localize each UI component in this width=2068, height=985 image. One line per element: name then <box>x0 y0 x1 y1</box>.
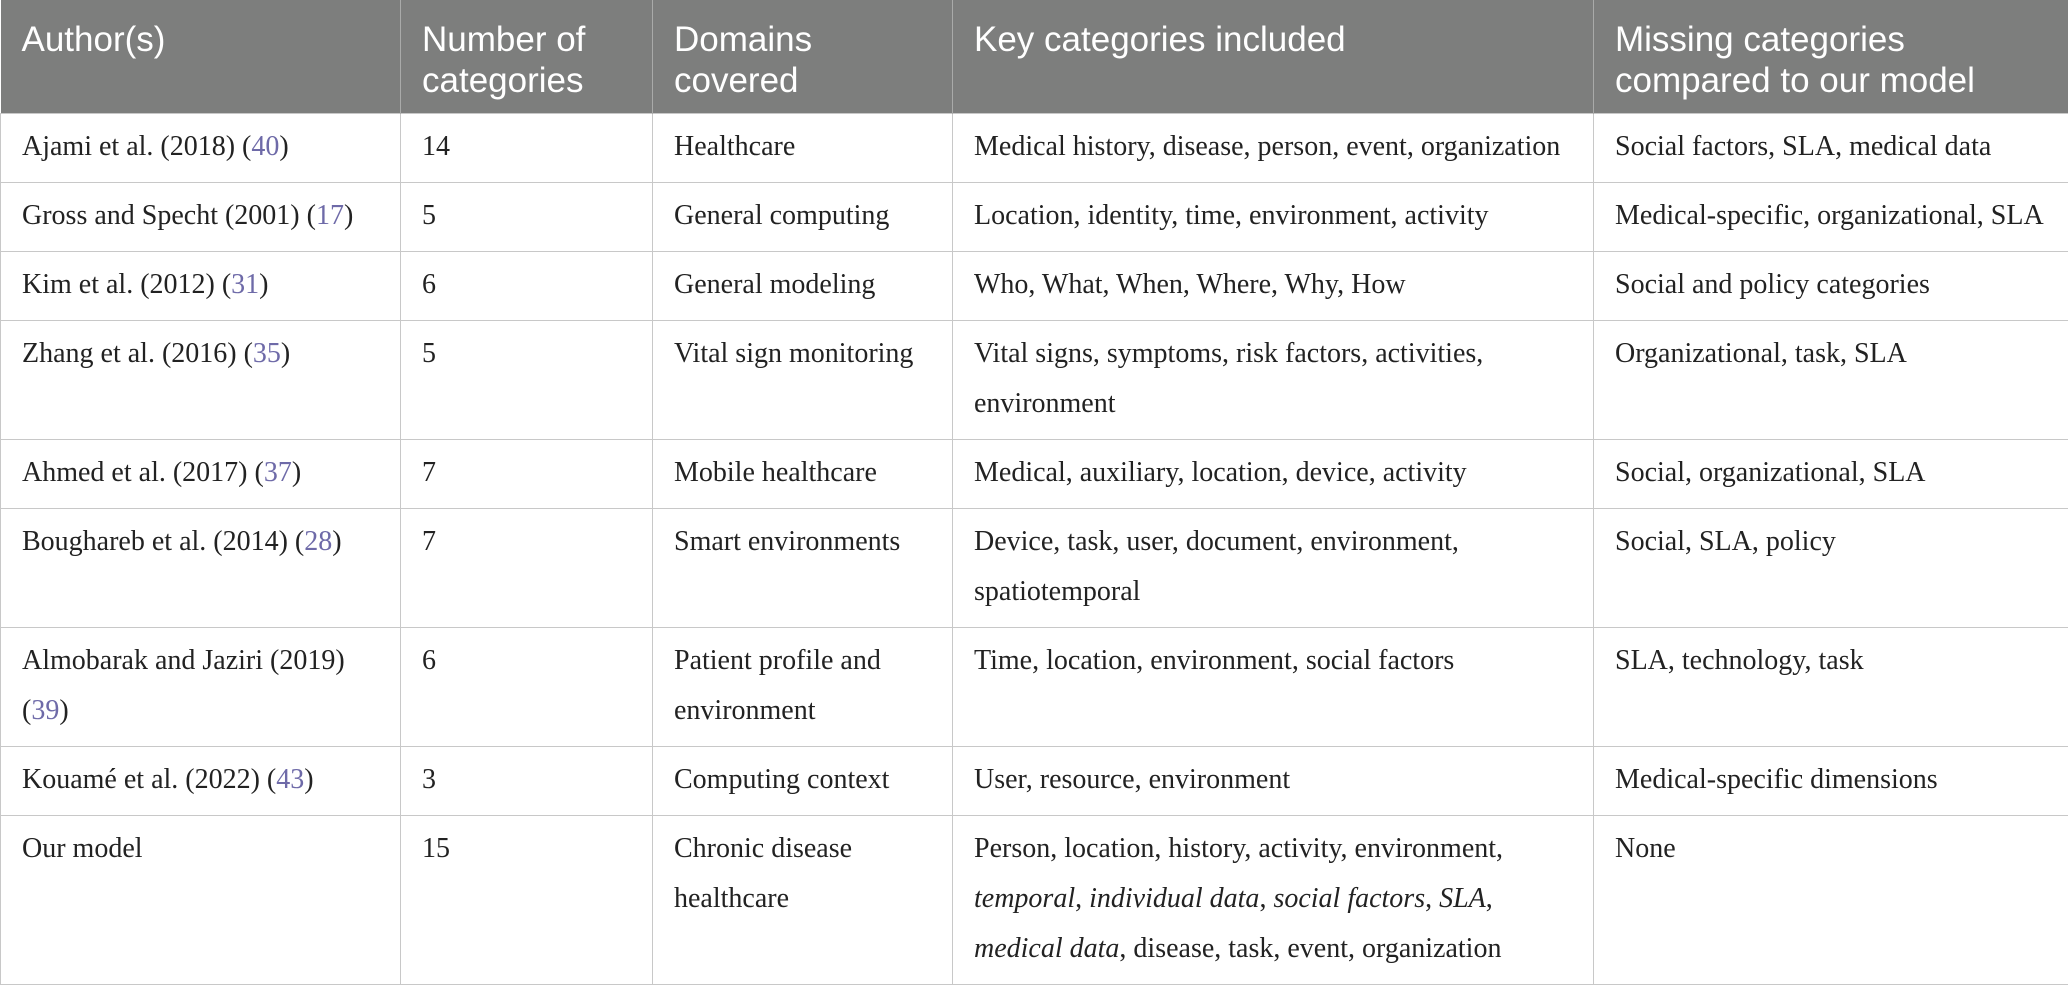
author-cell <box>1 747 401 816</box>
key-categories-cell: Medical history, disease, person, event, organization <box>953 114 1594 183</box>
author-text-end: ) <box>59 695 69 726</box>
table-row <box>1 440 2068 509</box>
key-part-italic: social factors <box>1273 883 1426 914</box>
author-text: Kim et al. (2012) ( <box>22 269 232 300</box>
author-text: Ajami et al. (2018) ( <box>22 131 252 162</box>
author-text: Almobarak and Jaziri (2019) ( <box>22 645 345 726</box>
domain-cell: Vital sign monitoring <box>653 321 953 440</box>
reference-link[interactable]: 37 <box>263 457 292 488</box>
reference-link[interactable]: 17 <box>315 200 344 231</box>
key-categories-cell: User, resource, environment <box>953 747 1594 816</box>
count-cell: 14 <box>401 114 653 183</box>
table-row <box>1 747 2068 816</box>
author-text: Gross and Specht (2001) ( <box>22 200 316 231</box>
domain-cell: General computing <box>653 183 953 252</box>
key-part-italic: medical data <box>974 933 1120 964</box>
author-cell: Our model <box>1 816 401 985</box>
key-categories-cell: Location, identity, time, environment, activity <box>953 183 1594 252</box>
header-key-categories: Key categories included <box>953 0 1594 114</box>
author-cell <box>1 628 401 747</box>
author-text-end: ) <box>279 131 289 162</box>
domain-cell: Chronic disease healthcare <box>653 816 953 985</box>
key-categories-cell: Who, What, When, Where, Why, How <box>953 252 1594 321</box>
key-categories-cell <box>953 816 1594 985</box>
missing-categories-cell: Medical-specific, organizational, SLA <box>1594 183 2068 252</box>
header-authors: Author(s) <box>1 0 401 114</box>
author-cell <box>1 252 401 321</box>
count-cell: 7 <box>401 440 653 509</box>
key-part-italic: SLA <box>1439 883 1486 914</box>
missing-categories-cell: Social, SLA, policy <box>1594 509 2068 628</box>
table-row <box>1 628 2068 747</box>
missing-categories-cell: Organizational, task, SLA <box>1594 321 2068 440</box>
key-categories-cell: Medical, auxiliary, location, device, activity <box>953 440 1594 509</box>
count-cell: 3 <box>401 747 653 816</box>
key-part-italic: individual data <box>1089 883 1260 914</box>
author-text-end: ) <box>259 269 269 300</box>
header-missing-categories: Missing categories compared to our model <box>1594 0 2068 114</box>
author-text: Zhang et al. (2016) ( <box>22 338 253 369</box>
key-part: , <box>1259 883 1274 914</box>
missing-categories-cell: Social and policy categories <box>1594 252 2068 321</box>
domain-cell: Smart environments <box>653 509 953 628</box>
table-row <box>1 114 2068 183</box>
author-text: Kouamé et al. (2022) ( <box>22 764 277 795</box>
author-text-end: ) <box>304 764 314 795</box>
missing-categories-cell: Medical-specific dimensions <box>1594 747 2068 816</box>
header-row <box>1 0 2068 114</box>
table-row <box>1 509 2068 628</box>
key-part: , <box>1425 883 1440 914</box>
reference-link[interactable]: 40 <box>251 131 280 162</box>
table-row <box>1 183 2068 252</box>
reference-link[interactable]: 35 <box>252 338 281 369</box>
key-part-italic: temporal <box>974 883 1076 914</box>
key-part: Person, location, history, activity, environment, <box>974 833 1504 864</box>
key-categories-cell: Time, location, environment, social factors <box>953 628 1594 747</box>
author-cell <box>1 509 401 628</box>
missing-categories-cell: Social factors, SLA, medical data <box>1594 114 2068 183</box>
table-row <box>1 321 2068 440</box>
author-cell <box>1 321 401 440</box>
author-text-end: ) <box>343 200 354 231</box>
author-text-end: ) <box>280 338 291 369</box>
author-text: Ahmed et al. (2017) ( <box>22 457 264 488</box>
reference-link[interactable]: 39 <box>31 695 60 726</box>
author-cell <box>1 183 401 252</box>
domain-cell: Computing context <box>653 747 953 816</box>
missing-categories-cell: None <box>1594 816 2068 985</box>
reference-link[interactable]: 28 <box>304 526 333 557</box>
count-cell: 6 <box>401 628 653 747</box>
key-categories-cell: Device, task, user, document, environment, spatiotemporal <box>953 509 1594 628</box>
missing-categories-cell: SLA, technology, task <box>1594 628 2068 747</box>
author-text-end: ) <box>332 526 342 557</box>
table-row-our-model <box>1 816 2068 985</box>
header-domains-covered: Domains covered <box>653 0 953 114</box>
table-row <box>1 252 2068 321</box>
count-cell: 5 <box>401 183 653 252</box>
key-part: , <box>1075 883 1090 914</box>
count-cell: 15 <box>401 816 653 985</box>
key-categories-cell: Vital signs, symptoms, risk factors, activities, environment <box>953 321 1594 440</box>
count-cell: 7 <box>401 509 653 628</box>
author-cell <box>1 114 401 183</box>
header-number-of-categories: Number of categories <box>401 0 653 114</box>
author-cell <box>1 440 401 509</box>
domain-cell: General modeling <box>653 252 953 321</box>
missing-categories-cell: Social, organizational, SLA <box>1594 440 2068 509</box>
domain-cell: Mobile healthcare <box>653 440 953 509</box>
count-cell: 6 <box>401 252 653 321</box>
key-part: , disease, task, event, organization <box>1119 933 1502 964</box>
author-text-end: ) <box>291 457 302 488</box>
author-text: Boughareb et al. (2014) ( <box>22 526 305 557</box>
reference-link[interactable]: 43 <box>276 764 305 795</box>
key-part: , <box>1485 883 1493 914</box>
count-cell: 5 <box>401 321 653 440</box>
domain-cell: Healthcare <box>653 114 953 183</box>
domain-cell: Patient profile and environment <box>653 628 953 747</box>
reference-link[interactable]: 31 <box>231 269 260 300</box>
